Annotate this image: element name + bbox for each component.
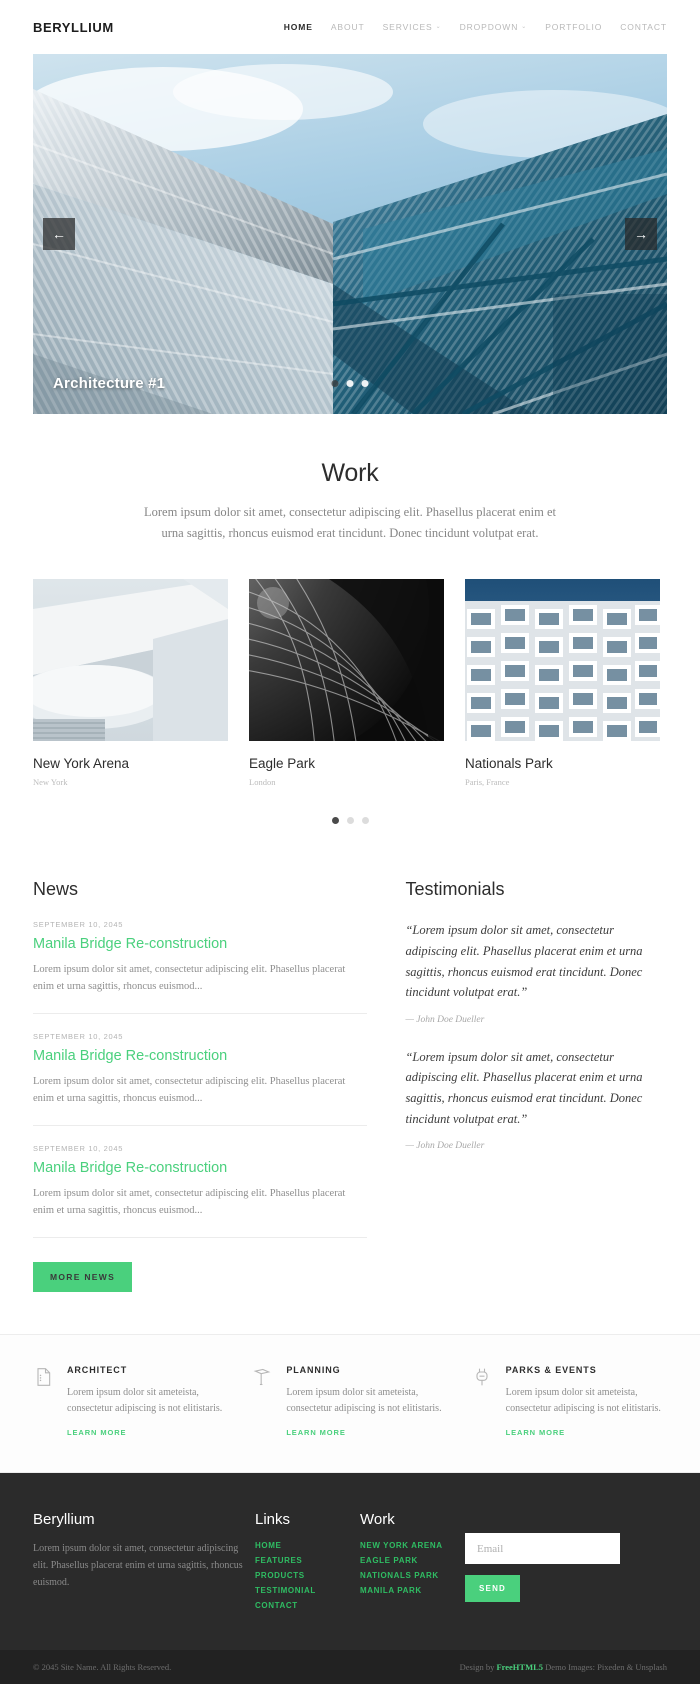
new-york-arena-image (33, 579, 228, 741)
credits-suffix: Demo Images: Pixeden & Unsplash (543, 1662, 667, 1673)
nav-item-about[interactable] (331, 22, 365, 32)
testimonial-author: — John Doe Dueller (405, 1014, 485, 1025)
freehtml5-link[interactable]: FreeHTML5 (496, 1662, 544, 1673)
news-title: News (33, 879, 79, 900)
portfolio-thumbnail[interactable] (465, 579, 660, 741)
slider-next-arrow-icon[interactable]: → (625, 218, 657, 250)
footer-brand (33, 1511, 255, 1616)
more-news-button[interactable]: MORE NEWS (33, 1262, 132, 1292)
learn-more-link[interactable]: LEARN MORE (286, 1428, 346, 1438)
footer-link-home[interactable]: HOME (255, 1541, 282, 1551)
footer-bottom-bar (0, 1650, 700, 1684)
slider-caption: Architecture #1 (53, 375, 166, 392)
nav-label: SERVICES (382, 22, 433, 32)
newsletter-form (465, 1511, 655, 1616)
testimonial-quote: “Lorem ipsum dolor sit amet, consectetur adipiscing elit. Phasellus placerat enim et urna sagittis, rhoncus euismod erat tincidunt. Donec tincidunt volutpat erat.” (405, 1049, 643, 1126)
service-title: PARKS & EVENTS (505, 1365, 597, 1376)
news-excerpt: Lorem ipsum dolor sit amet, consectetur adipiscing elit. Phasellus placerat enim et urna sagittis, rhoncus euismod... (33, 1076, 346, 1105)
plug-icon (472, 1365, 492, 1440)
footer-link-nationals-park[interactable]: NATIONALS PARK (360, 1571, 439, 1581)
nationals-park-image (465, 579, 660, 741)
credits-text (460, 1662, 667, 1672)
service-architect (33, 1365, 228, 1440)
testimonial-item (405, 920, 667, 1025)
site-footer (0, 1473, 700, 1650)
site-header (0, 0, 700, 54)
footer-link-new-york-arena[interactable]: NEW YORK ARENA (360, 1541, 443, 1551)
news-item-link[interactable]: Manila Bridge Re-construction (33, 936, 228, 953)
service-text: Lorem ipsum dolor sit ameteista, consectetur adipiscing is not elitistaris. (286, 1387, 442, 1415)
footer-link-manila-park[interactable]: MANILA PARK (360, 1586, 422, 1596)
footer-brand-title: Beryllium (33, 1511, 95, 1529)
nav-item-contact[interactable] (620, 22, 667, 32)
news-item (33, 1032, 367, 1126)
work-title: Work (321, 459, 379, 487)
hammer-icon (252, 1365, 272, 1440)
footer-work-title: Work (360, 1511, 395, 1529)
news-date: SEPTEMBER 10, 2045 (33, 1144, 124, 1154)
slider-dots (332, 380, 369, 387)
eagle-park-image (249, 579, 444, 741)
news-excerpt: Lorem ipsum dolor sit amet, consectetur adipiscing elit. Phasellus placerat enim et urna sagittis, rhoncus euismod... (33, 964, 346, 993)
footer-link-features[interactable]: FEATURES (255, 1556, 303, 1566)
portfolio-thumbnail[interactable] (33, 579, 228, 741)
nav-label: CONTACT (620, 22, 667, 32)
slider-dot[interactable] (362, 380, 369, 387)
service-body (286, 1365, 447, 1440)
news-item-link[interactable]: Manila Bridge Re-construction (33, 1160, 228, 1177)
portfolio-item-location: Paris, France (465, 777, 510, 788)
footer-links-title: Links (255, 1511, 291, 1529)
copyright-text: © 2045 Site Name. All Rights Reserved. (33, 1662, 172, 1673)
portfolio-item[interactable] (33, 579, 228, 787)
testimonial-author: — John Doe Dueller (405, 1141, 485, 1152)
footer-links-column (255, 1511, 360, 1616)
service-text: Lorem ipsum dolor sit ameteista, consectetur adipiscing is not elitistaris. (67, 1387, 223, 1415)
testimonial-quote: “Lorem ipsum dolor sit amet, consectetur adipiscing elit. Phasellus placerat enim et urna sagittis, rhoncus euismod erat tincidunt. Donec tincidunt volutpat erat.” (405, 923, 643, 1000)
news-date: SEPTEMBER 10, 2045 (33, 920, 124, 930)
service-text: Lorem ipsum dolor sit ameteista, consectetur adipiscing is not elitistaris. (505, 1387, 661, 1415)
site-logo[interactable]: BERYLLIUM (33, 19, 114, 35)
send-button[interactable]: SEND (465, 1575, 520, 1602)
portfolio-dot[interactable] (332, 817, 339, 824)
news-item (33, 920, 367, 1014)
portfolio-dot[interactable] (362, 817, 369, 824)
footer-work-column (360, 1511, 465, 1616)
portfolio-thumbnail[interactable] (249, 579, 444, 741)
footer-link-contact[interactable]: CONTACT (255, 1601, 298, 1611)
work-subtitle: Lorem ipsum dolor sit amet, consectetur adipiscing elit. Phasellus placerat enim et urna sagittis, rhoncus euismod erat tincidunt. Donec tincidunt volutpat erat. (143, 505, 557, 540)
main-navigation (284, 22, 667, 32)
service-parks-events (472, 1365, 667, 1440)
service-body (67, 1365, 228, 1440)
footer-link-eagle-park[interactable]: EAGLE PARK (360, 1556, 418, 1566)
nav-label: DROPDOWN (459, 22, 519, 32)
service-planning (252, 1365, 447, 1440)
learn-more-link[interactable]: LEARN MORE (505, 1428, 566, 1438)
portfolio-pagination-dots (0, 787, 700, 824)
news-excerpt: Lorem ipsum dolor sit amet, consectetur adipiscing elit. Phasellus placerat enim et urna sagittis, rhoncus euismod... (33, 1188, 346, 1217)
testimonial-item (405, 1047, 667, 1152)
portfolio-item-title: Eagle Park (249, 756, 316, 772)
nav-label: ABOUT (330, 22, 365, 32)
news-column (33, 879, 367, 1292)
news-testimonials-section (0, 824, 700, 1292)
service-title: ARCHITECT (67, 1365, 128, 1376)
news-item (33, 1144, 367, 1238)
testimonials-column (405, 879, 667, 1292)
slider-prev-arrow-icon[interactable]: ← (43, 218, 75, 250)
news-date: SEPTEMBER 10, 2045 (33, 1032, 124, 1042)
portfolio-item-title: New York Arena (33, 756, 130, 772)
nav-item-services[interactable] (383, 22, 442, 32)
learn-more-link[interactable]: LEARN MORE (67, 1428, 127, 1438)
portfolio-list (0, 543, 700, 787)
chevron-down-icon: ⌄ (521, 24, 528, 30)
footer-brand-text: Lorem ipsum dolor sit amet, consectetur adipiscing elit. Phasellus placerat enim et urna sagittis, rhoncus euismod. (33, 1543, 243, 1589)
testimonials-title: Testimonials (405, 879, 505, 900)
portfolio-item-location: New York (33, 777, 68, 788)
document-icon (33, 1365, 53, 1440)
footer-link-testimonial[interactable]: TESTIMONIAL (255, 1586, 316, 1596)
footer-link-products[interactable]: PRODUCTS (255, 1571, 305, 1581)
portfolio-item-title: Nationals Park (465, 756, 553, 772)
nav-item-home[interactable] (284, 22, 313, 32)
news-item-link[interactable]: Manila Bridge Re-construction (33, 1048, 228, 1065)
portfolio-item[interactable] (465, 579, 660, 787)
nav-label: HOME (283, 22, 313, 32)
slider-dot[interactable] (332, 380, 339, 387)
portfolio-dot[interactable] (347, 817, 354, 824)
nav-item-portfolio[interactable] (545, 22, 602, 32)
portfolio-item-location: London (249, 777, 276, 788)
nav-item-dropdown[interactable] (460, 22, 528, 32)
portfolio-item[interactable] (249, 579, 444, 787)
email-field[interactable] (465, 1533, 620, 1564)
nav-label: PORTFOLIO (545, 22, 603, 32)
work-section (0, 414, 700, 543)
hero-slider[interactable] (33, 54, 667, 414)
chevron-down-icon: ⌄ (435, 24, 442, 30)
service-title: PLANNING (286, 1365, 341, 1376)
slider-dot[interactable] (347, 380, 354, 387)
services-section (0, 1334, 700, 1473)
hero-image (33, 54, 667, 414)
service-body (506, 1365, 667, 1440)
credits-prefix: Design by (459, 1662, 497, 1673)
